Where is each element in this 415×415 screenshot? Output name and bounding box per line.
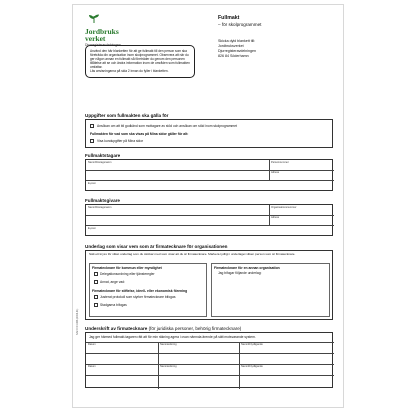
signatory-docs-intro: Sätt ett kryss för vilket underlag som du skickar med som visar att du är firmatecknare. Markera tydligt i underlaget vilken person som är firmatecknare. — [89, 252, 296, 256]
divider — [86, 375, 334, 376]
logo-subtitle: Djurregisteravdelningen — [85, 43, 121, 47]
signatory-col1 — [89, 263, 207, 317]
divider — [86, 342, 334, 343]
signature-statement: Jag ger härmed fullmakt-tagaren rätt att för min räkning agera i ovan nämnda ärende på sätt motsvarande system. — [89, 335, 256, 339]
col1-opt2-label: Annat, ange vad: — [100, 280, 125, 284]
signature-name-label-2: Namnförtydligande — [241, 365, 263, 368]
section-title-principal: Fullmaktsgivare — [85, 198, 120, 203]
proxy-email-label: E-post — [88, 182, 96, 185]
divider — [239, 342, 240, 389]
signature-box — [85, 332, 333, 388]
scope-option1-checkbox[interactable] — [90, 124, 94, 128]
scope-box — [85, 119, 333, 148]
scope-subheading: Fullmakten för vad som ska visas på Mina sidor gäller för alt: — [90, 132, 189, 136]
signature-title-note: (för juridiska personer, behörig firmatecknare) — [148, 326, 242, 331]
instructions-text: Använd den här blanketten för att ge fullmakt till den person som ska företräda din organisation inom skolprogrammet. Observera att när du ger någon annan en fullmakt så företräder du genom den personen tillåtelse att se och ändra information inom de områden som fullmakten omfattar. — [90, 49, 190, 70]
logo-name-line2: verket — [85, 34, 106, 43]
principal-name-label: Namn/företagsnamn — [88, 206, 112, 209]
proxy-address-label: Adress — [271, 171, 280, 174]
page-subtitle: – för skolprogrammet — [218, 22, 262, 27]
logo-name-line1: Jordbruks — [85, 27, 119, 36]
col1-opt4-checkbox[interactable] — [94, 303, 98, 307]
logo-sprout-icon — [88, 14, 100, 23]
col1-opt2-checkbox[interactable] — [94, 280, 98, 284]
proxy-box — [85, 159, 333, 191]
divider — [86, 170, 334, 171]
address-line: Skicka dyld blankett till: — [218, 39, 256, 43]
form-page — [72, 4, 344, 408]
address-line: 826 84 Söderhamn — [218, 54, 249, 58]
col1-opt4-label: Stadgarna bifogas — [100, 303, 127, 307]
scope-option1-label: Ansökan om att bli godkänd som mottagare av stöd och ansökan om stöd inom skolprogrammet — [97, 124, 238, 128]
signature-sign-label-2: Namnteckning — [160, 365, 177, 368]
col2-heading: Firmatecknare för en annan organisation — [214, 266, 280, 270]
signature-date-label-2: Datum — [88, 365, 96, 368]
signatory-docs-box — [85, 250, 333, 320]
col1-opt3-checkbox[interactable] — [94, 295, 98, 299]
scope-option2-checkbox[interactable] — [90, 139, 94, 143]
section-title-signature — [85, 326, 241, 331]
address-line: Jordbruksverket — [218, 44, 244, 48]
address-line: Djurregisteravdelningen — [218, 49, 256, 53]
divider — [86, 225, 334, 226]
col1-heading2: Firmatecknare för stiftelse, ideell- eller ekonomisk förening — [92, 289, 188, 293]
signatory-col2 — [211, 263, 330, 317]
section-title-signatory-docs: Underlag som visar vem som är firmatecknare för organisationen — [85, 244, 228, 249]
col1-opt1-checkbox[interactable] — [94, 272, 98, 276]
divider — [158, 342, 159, 389]
col1-heading: Firmatecknare för kommun eller myndighet — [92, 266, 162, 270]
col2-opt1-label: Jag bifogar följande underlag: — [218, 271, 262, 275]
signature-date-label: Datum — [88, 343, 96, 346]
logo — [85, 10, 125, 47]
divider — [86, 215, 334, 216]
page-title: Fullmakt — [218, 15, 240, 21]
section-title-proxy: Fullmaktstagare — [85, 153, 121, 158]
instructions-note: Läs anvisningarna på sida 2 innan du fyller i blanketten. — [90, 69, 169, 74]
signature-name-label: Namnförtydligande — [241, 343, 263, 346]
principal-orgnr-label: Organisationsnummer — [271, 206, 297, 209]
divider — [86, 180, 334, 181]
col1-opt1-label: Delegationsordning eller tjänsteregler — [100, 272, 155, 276]
scope-option2-label: Visa kundupgifter på Mina sidor — [97, 139, 144, 143]
form-code: SJV-FF0 1006 (2019-01) — [76, 308, 79, 335]
proxy-name-label: Namn/företagsnamn — [88, 161, 112, 164]
principal-email-label: E-post — [88, 227, 96, 230]
signature-title: Underskrift av firmatecknare — [85, 326, 148, 331]
col1-opt3-label: Justerat protokoll som styrker firmatecknare bifogas — [100, 295, 176, 299]
signature-sign-label: Namnteckning — [160, 343, 177, 346]
mailing-address — [218, 39, 256, 59]
divider — [86, 353, 334, 354]
instructions-box — [85, 45, 195, 78]
section-title-scope: Uppgifter som fullmakten ska gälla för — [85, 113, 169, 118]
principal-address-label: Adress — [271, 216, 280, 219]
proxy-id-label: Personnummer — [271, 161, 289, 164]
principal-box — [85, 204, 333, 236]
divider — [86, 364, 334, 365]
